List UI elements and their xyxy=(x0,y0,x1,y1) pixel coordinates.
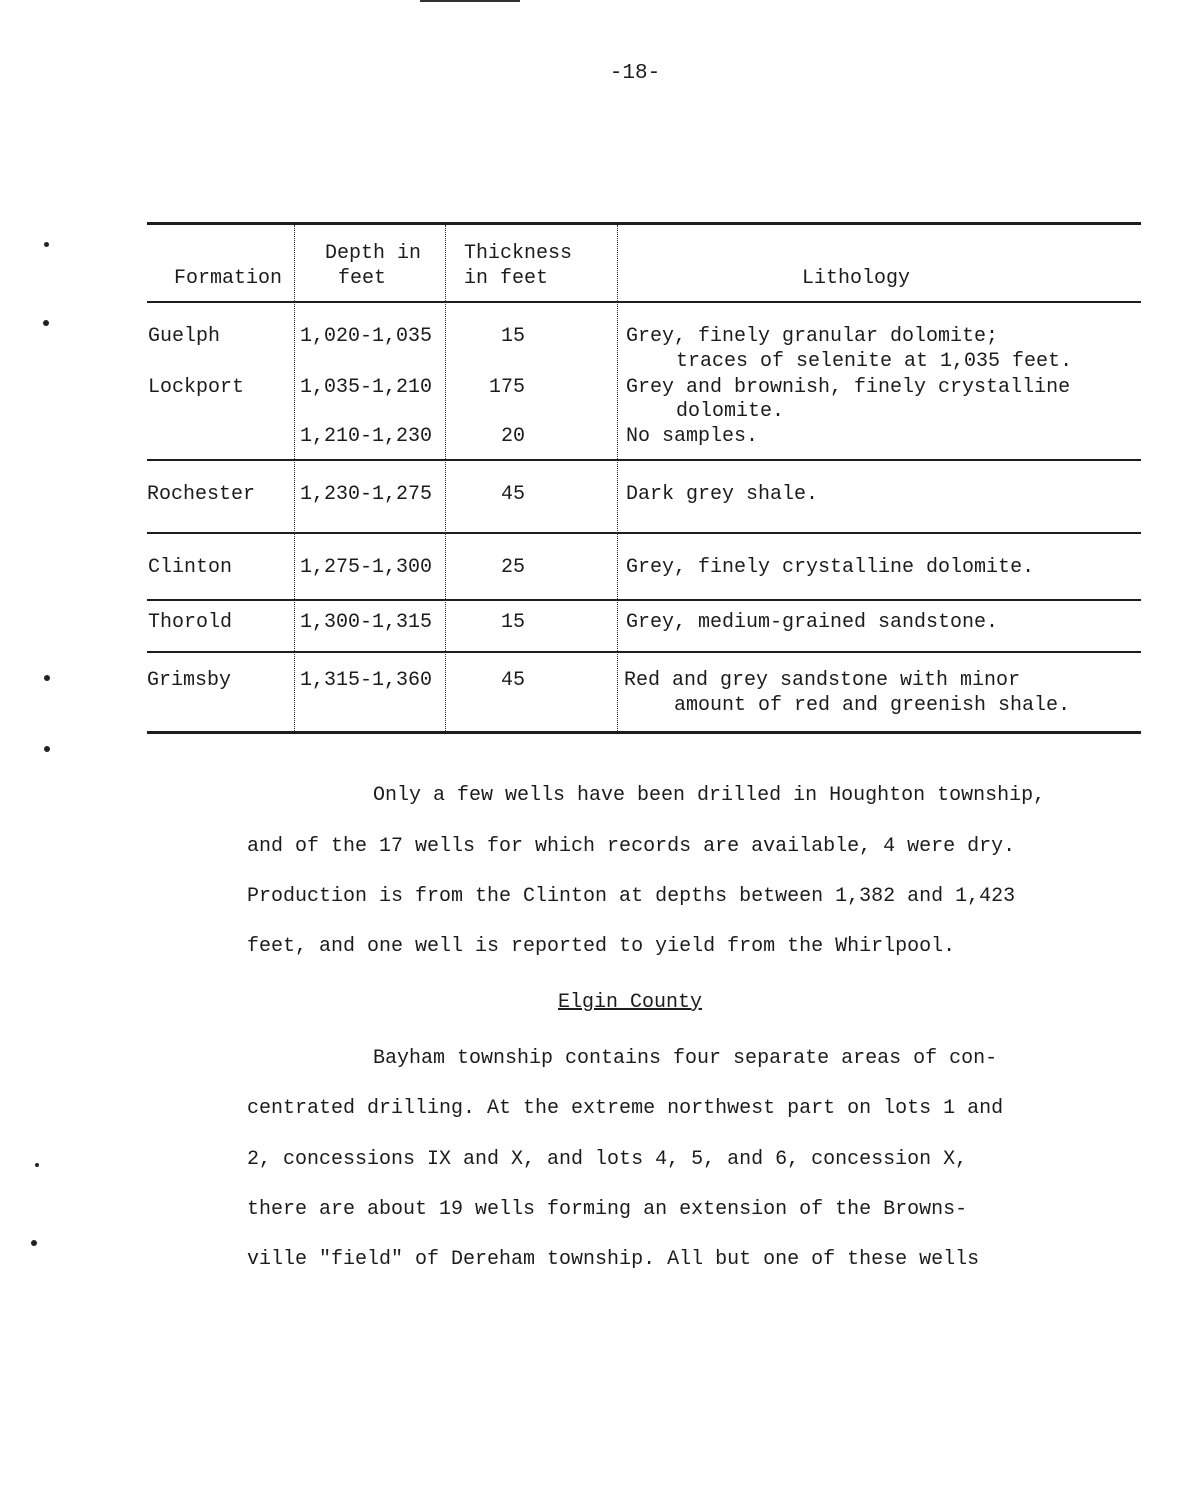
table-row-lithology: Dark grey shale. xyxy=(626,483,819,506)
table-row-formation: Grimsby xyxy=(147,669,232,692)
table-row-thickness: 25 xyxy=(500,556,525,579)
table-row-thickness: 15 xyxy=(500,325,525,348)
table-top-rule xyxy=(147,222,1141,225)
paragraph-line: Only a few wells have been drilled in Houghton township, xyxy=(373,784,1046,807)
paragraph-line: Production is from the Clinton at depths between 1,382 and 1,423 xyxy=(247,885,1016,908)
paragraph-line: centrated drilling. At the extreme northwest part on lots 1 and xyxy=(247,1097,1004,1120)
margin-dot xyxy=(44,675,50,681)
margin-dot xyxy=(44,242,49,247)
table-row-thickness: 45 xyxy=(500,669,525,692)
table-row-thickness: 45 xyxy=(500,483,525,506)
header-depth-line2: feet xyxy=(338,267,387,290)
header-thickness-line1: Thickness xyxy=(464,242,573,265)
top-edge-mark xyxy=(420,0,520,2)
paragraph-line: 2, concessions IX and X, and lots 4, 5, and 6, concession X, xyxy=(247,1148,968,1171)
table-row-depth: 1,315-1,360 xyxy=(300,669,433,692)
header-rule xyxy=(147,301,1141,303)
table-row-depth: 1,230-1,275 xyxy=(300,483,433,506)
table-row-thickness: 175 xyxy=(488,376,525,399)
paragraph-line: there are about 19 wells forming an extension of the Browns- xyxy=(247,1198,968,1221)
margin-dot xyxy=(35,1163,39,1167)
table-row-formation: Lockport xyxy=(148,376,245,399)
table-row-lithology: Grey, finely granular dolomite; xyxy=(626,325,999,348)
table-row-lithology: Red and grey sandstone with minor xyxy=(624,669,1021,692)
table-row-lithology-cont: dolomite. xyxy=(676,400,785,423)
row-rule xyxy=(147,651,1141,653)
table-row-lithology: Grey and brownish, finely crystalline xyxy=(626,376,1071,399)
page-number: -18- xyxy=(609,62,661,85)
row-rule xyxy=(147,459,1141,461)
paragraph-line: Bayham township contains four separate areas of con- xyxy=(373,1047,998,1070)
paragraph-line: and of the 17 wells for which records are available, 4 were dry. xyxy=(247,835,1016,858)
column-divider xyxy=(445,225,446,731)
table-row-depth: 1,020-1,035 xyxy=(300,325,433,348)
header-lithology: Lithology xyxy=(802,267,911,290)
table-row-lithology: No samples. xyxy=(626,425,759,448)
header-depth-line1: Depth in xyxy=(325,242,422,265)
table-row-lithology-cont: amount of red and greenish shale. xyxy=(674,694,1071,717)
row-rule xyxy=(147,599,1141,601)
paragraph-line: feet, and one well is reported to yield from the Whirlpool. xyxy=(247,935,956,958)
table-row-lithology: Grey, finely crystalline dolomite. xyxy=(626,556,1035,579)
table-row-formation: Clinton xyxy=(148,556,233,579)
paragraph-line: ville "field" of Dereham township. All but one of these wells xyxy=(247,1248,980,1271)
row-rule xyxy=(147,532,1141,534)
table-row-lithology: Grey, medium-grained sandstone. xyxy=(626,611,999,634)
table-row-depth: 1,210-1,230 xyxy=(300,425,433,448)
header-thickness-line2: in feet xyxy=(464,267,549,290)
column-divider xyxy=(617,225,618,731)
margin-dot xyxy=(31,1240,37,1246)
column-divider xyxy=(294,225,295,731)
table-row-thickness: 15 xyxy=(500,611,525,634)
margin-dot xyxy=(44,746,50,752)
margin-dot xyxy=(43,320,49,326)
table-row-depth: 1,035-1,210 xyxy=(300,376,433,399)
table-row-formation: Guelph xyxy=(148,325,221,348)
table-row-depth: 1,275-1,300 xyxy=(300,556,433,579)
header-formation: Formation xyxy=(174,267,283,290)
table-row-lithology-cont: traces of selenite at 1,035 feet. xyxy=(676,350,1073,373)
table-bottom-rule xyxy=(147,731,1141,734)
table-row-depth: 1,300-1,315 xyxy=(300,611,433,634)
table-row-formation: Rochester xyxy=(147,483,256,506)
table-row-formation: Thorold xyxy=(148,611,233,634)
section-heading: Elgin County xyxy=(558,991,703,1014)
table-row-thickness: 20 xyxy=(500,425,525,448)
